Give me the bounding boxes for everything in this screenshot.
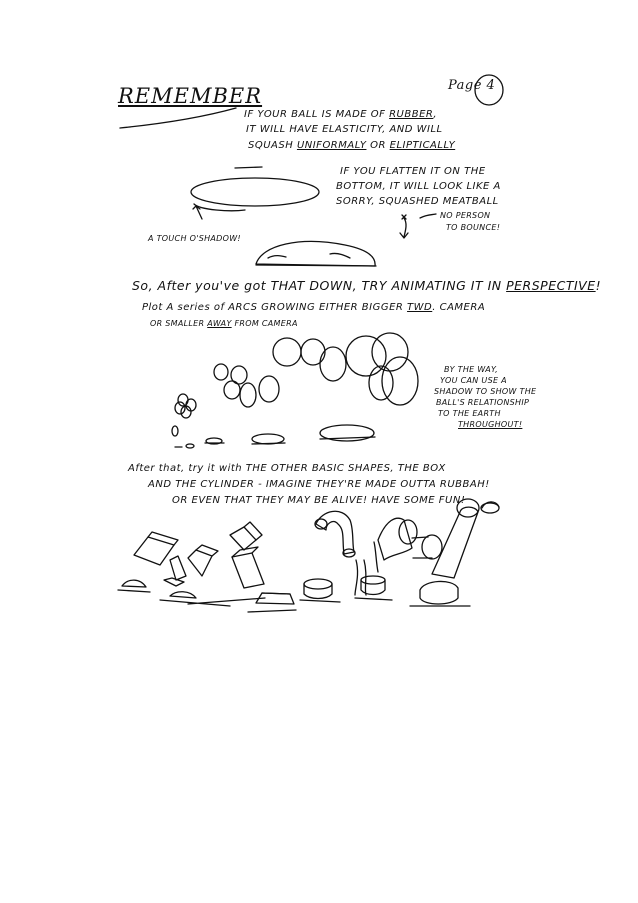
squashed-ball-drawing bbox=[191, 167, 319, 219]
no-person-note: NO PERSON bbox=[440, 211, 491, 220]
title-underline-stroke bbox=[120, 108, 236, 128]
rubber-line-2: IT WILL HAVE ELASTICITY, AND WILL bbox=[246, 124, 443, 135]
rubber-line-1-end: , bbox=[433, 109, 438, 120]
smaller-text: OR SMALLER bbox=[150, 319, 208, 328]
shapes-line-3: OR EVEN THAT THEY MAY BE ALIVE! HAVE SOME FUN! bbox=[172, 495, 466, 506]
away-word: AWAY bbox=[207, 319, 232, 328]
perspective-line-1-end: ! bbox=[595, 278, 602, 293]
shapes-line-1: After that, try it with THE OTHER BASIC SHAPES, THE BOX bbox=[128, 463, 446, 474]
side-note-line-3: SHADOW TO SHOW THE bbox=[434, 387, 537, 396]
plot-arcs-text: Plot A series of ARCS GROWING EITHER BIGGER bbox=[142, 302, 408, 313]
shadow-label: A TOUCH O'SHADOW! bbox=[148, 234, 241, 243]
rubber-line-1 bbox=[244, 108, 437, 121]
side-note-line-6: THROUGHOUT! bbox=[458, 420, 523, 429]
box-drawing bbox=[118, 522, 296, 612]
rubber-line-3 bbox=[248, 139, 455, 152]
flatten-line-1: IF YOU FLATTEN IT ON THE bbox=[340, 166, 486, 177]
rubber-word: RUBBER bbox=[389, 109, 434, 120]
flatten-line-2: BOTTOM, IT WILL LOOK LIKE A bbox=[336, 181, 501, 192]
perspective-line-1 bbox=[132, 278, 601, 293]
side-note-line-4: BALL'S RELATIONSHIP bbox=[436, 398, 530, 407]
perspective-word: PERSPECTIVE bbox=[506, 278, 596, 293]
squash-text: SQUASH bbox=[248, 140, 297, 151]
meatball-drawing bbox=[256, 214, 436, 266]
cylinder-drawing bbox=[300, 499, 499, 606]
ball-arc-drawing bbox=[172, 333, 418, 448]
flatten-line-3: SORRY, SQUASHED MEATBALL bbox=[336, 196, 499, 207]
twd-word: TWD bbox=[407, 302, 433, 313]
plot-arcs-line-3 bbox=[150, 319, 298, 329]
to-bounce-note: TO BOUNCE! bbox=[446, 223, 501, 232]
side-note-line-2: YOU CAN USE A bbox=[440, 376, 507, 385]
or-text: OR bbox=[366, 140, 390, 151]
camera-text: . CAMERA bbox=[432, 302, 486, 313]
plot-arcs-line-2 bbox=[142, 301, 485, 314]
page-number: Page 4 bbox=[448, 78, 496, 93]
shapes-line-2: AND THE CYLINDER - IMAGINE THEY'RE MADE OUTTA RUBBAH! bbox=[148, 479, 490, 490]
rubber-line-1-text: IF YOUR BALL IS MADE OF bbox=[244, 109, 390, 120]
eliptically-word: ELIPTICALLY bbox=[389, 140, 456, 151]
uniformaly-word: UNIFORMALY bbox=[296, 140, 367, 151]
perspective-line-1-text: So, After you've got THAT DOWN, TRY ANIMATING IT IN bbox=[132, 278, 507, 293]
side-note-line-1: BY THE WAY, bbox=[444, 365, 498, 374]
page-title: REMEMBER bbox=[118, 84, 263, 108]
from-camera-text: FROM CAMERA bbox=[231, 319, 298, 328]
side-note-line-5: TO THE EARTH bbox=[438, 409, 501, 418]
